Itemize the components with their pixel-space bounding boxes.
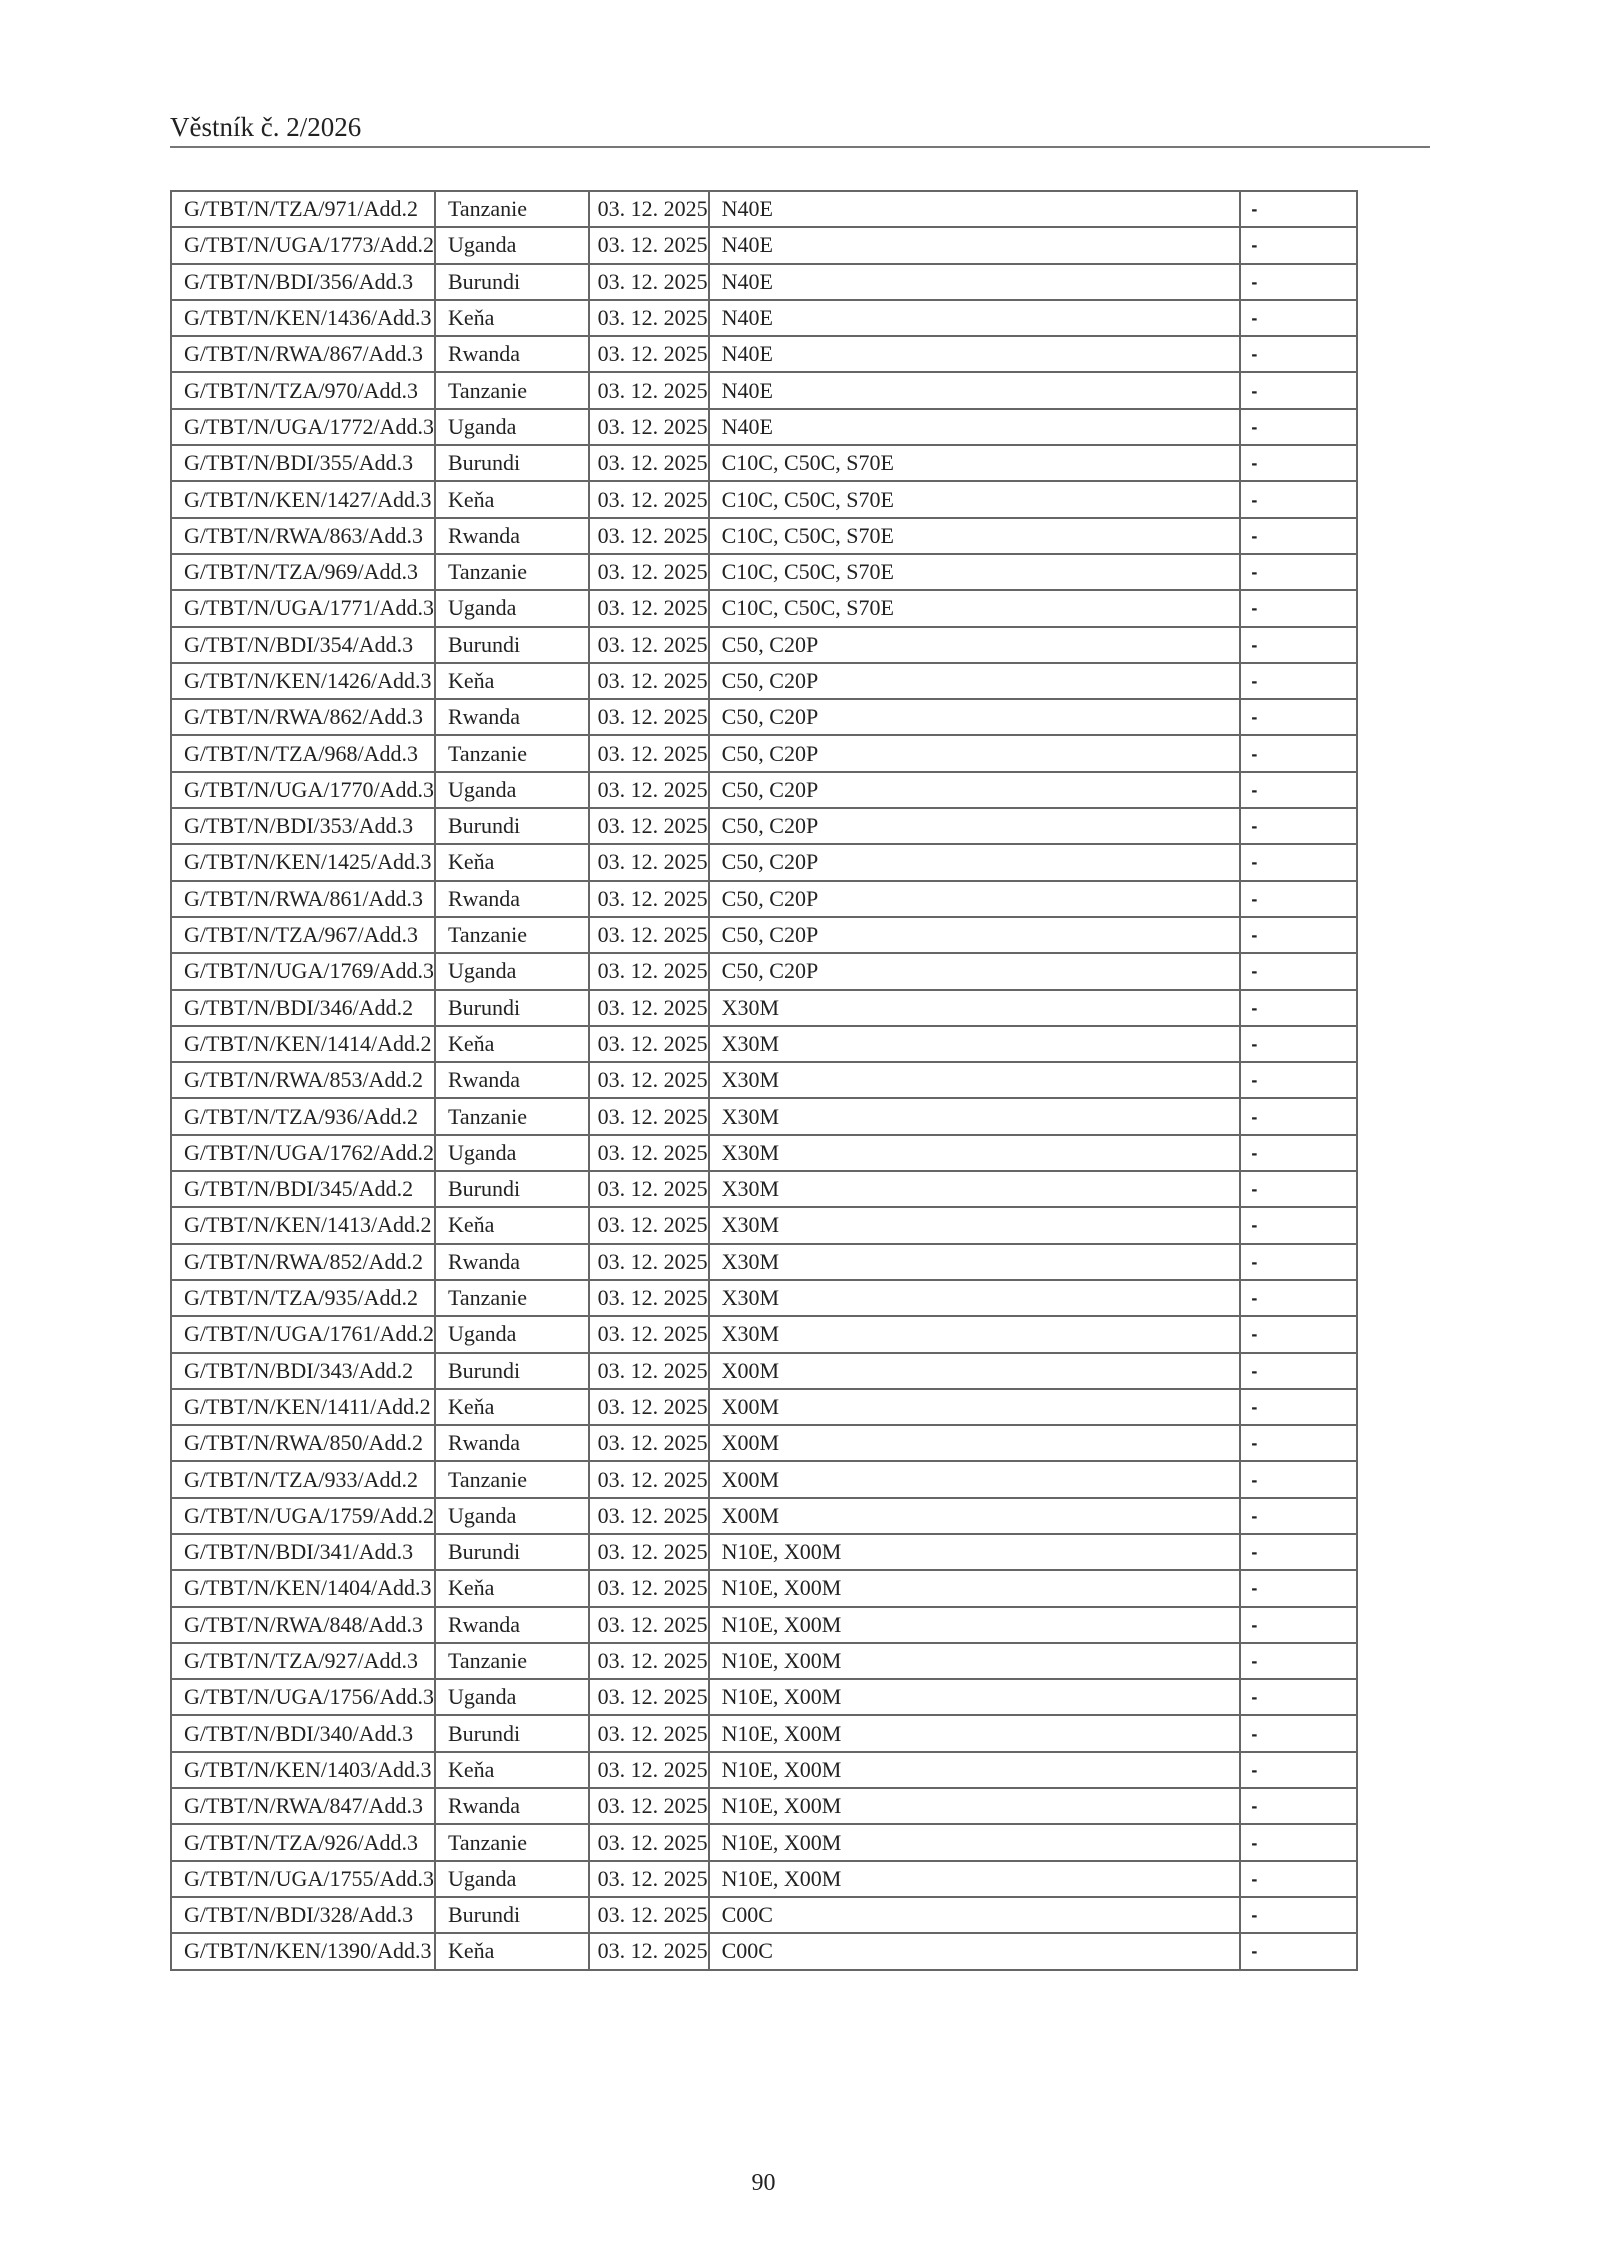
note-cell: - (1240, 1098, 1357, 1134)
country-cell: Burundi (435, 808, 589, 844)
table-row (171, 409, 1357, 445)
table-row (171, 1316, 1357, 1352)
document-symbol-cell: G/TBT/N/TZA/936/Add.2 (171, 1098, 435, 1134)
document-symbol-cell: G/TBT/N/BDI/343/Add.2 (171, 1353, 435, 1389)
code-cell: X30M (709, 1062, 1241, 1098)
document-symbol-cell: G/TBT/N/BDI/356/Add.3 (171, 264, 435, 300)
date-cell: 03. 12. 2025 (589, 1824, 709, 1860)
document-symbol-cell: G/TBT/N/BDI/345/Add.2 (171, 1171, 435, 1207)
code-cell: C50, C20P (709, 844, 1241, 880)
country-cell: Burundi (435, 990, 589, 1026)
code-cell: N10E, X00M (709, 1570, 1241, 1606)
code-cell: X00M (709, 1353, 1241, 1389)
code-cell: C50, C20P (709, 627, 1241, 663)
note-cell: - (1240, 1425, 1357, 1461)
date-cell: 03. 12. 2025 (589, 518, 709, 554)
country-cell: Rwanda (435, 518, 589, 554)
date-cell: 03. 12. 2025 (589, 1933, 709, 1969)
country-cell: Uganda (435, 1861, 589, 1897)
code-cell: C00C (709, 1897, 1241, 1933)
document-symbol-cell: G/TBT/N/TZA/971/Add.2 (171, 191, 435, 227)
note-cell: - (1240, 1933, 1357, 1969)
note-cell: - (1240, 518, 1357, 554)
table-row (171, 300, 1357, 336)
code-cell: C50, C20P (709, 735, 1241, 771)
table-row (171, 1062, 1357, 1098)
note-cell: - (1240, 300, 1357, 336)
document-symbol-cell: G/TBT/N/KEN/1403/Add.3 (171, 1752, 435, 1788)
table-row (171, 1353, 1357, 1389)
note-cell: - (1240, 663, 1357, 699)
code-cell: C50, C20P (709, 953, 1241, 989)
table-row (171, 699, 1357, 735)
country-cell: Burundi (435, 1353, 589, 1389)
table-row (171, 1570, 1357, 1606)
date-cell: 03. 12. 2025 (589, 590, 709, 626)
date-cell: 03. 12. 2025 (589, 627, 709, 663)
table-row (171, 1280, 1357, 1316)
code-cell: N40E (709, 227, 1241, 263)
document-symbol-cell: G/TBT/N/KEN/1413/Add.2 (171, 1207, 435, 1243)
notifications-table (170, 190, 1358, 1971)
country-cell: Keňa (435, 844, 589, 880)
table-row (171, 1461, 1357, 1497)
country-cell: Uganda (435, 1135, 589, 1171)
document-symbol-cell: G/TBT/N/KEN/1404/Add.3 (171, 1570, 435, 1606)
date-cell: 03. 12. 2025 (589, 844, 709, 880)
code-cell: N10E, X00M (709, 1715, 1241, 1751)
table-row (171, 191, 1357, 227)
date-cell: 03. 12. 2025 (589, 300, 709, 336)
code-cell: N40E (709, 264, 1241, 300)
country-cell: Burundi (435, 264, 589, 300)
note-cell: - (1240, 1643, 1357, 1679)
date-cell: 03. 12. 2025 (589, 953, 709, 989)
document-symbol-cell: G/TBT/N/TZA/967/Add.3 (171, 917, 435, 953)
table-row (171, 264, 1357, 300)
country-cell: Uganda (435, 409, 589, 445)
note-cell: - (1240, 1679, 1357, 1715)
country-cell: Tanzanie (435, 1824, 589, 1860)
code-cell: C10C, C50C, S70E (709, 554, 1241, 590)
document-symbol-cell: G/TBT/N/KEN/1426/Add.3 (171, 663, 435, 699)
document-symbol-cell: G/TBT/N/BDI/328/Add.3 (171, 1897, 435, 1933)
code-cell: C50, C20P (709, 663, 1241, 699)
code-cell: C50, C20P (709, 808, 1241, 844)
document-symbol-cell: G/TBT/N/RWA/852/Add.2 (171, 1244, 435, 1280)
note-cell: - (1240, 409, 1357, 445)
country-cell: Rwanda (435, 1244, 589, 1280)
note-cell: - (1240, 699, 1357, 735)
code-cell: C10C, C50C, S70E (709, 481, 1241, 517)
document-symbol-cell: G/TBT/N/TZA/935/Add.2 (171, 1280, 435, 1316)
code-cell: N10E, X00M (709, 1534, 1241, 1570)
note-cell: - (1240, 953, 1357, 989)
country-cell: Tanzanie (435, 735, 589, 771)
date-cell: 03. 12. 2025 (589, 1897, 709, 1933)
code-cell: X30M (709, 1098, 1241, 1134)
document-symbol-cell: G/TBT/N/TZA/927/Add.3 (171, 1643, 435, 1679)
country-cell: Keňa (435, 1933, 589, 1969)
document-symbol-cell: G/TBT/N/RWA/848/Add.3 (171, 1607, 435, 1643)
document-symbol-cell: G/TBT/N/BDI/353/Add.3 (171, 808, 435, 844)
table-row (171, 481, 1357, 517)
code-cell: X30M (709, 1244, 1241, 1280)
date-cell: 03. 12. 2025 (589, 772, 709, 808)
date-cell: 03. 12. 2025 (589, 1353, 709, 1389)
date-cell: 03. 12. 2025 (589, 481, 709, 517)
code-cell: X00M (709, 1461, 1241, 1497)
code-cell: X30M (709, 1171, 1241, 1207)
table-row (171, 663, 1357, 699)
country-cell: Tanzanie (435, 1461, 589, 1497)
note-cell: - (1240, 372, 1357, 408)
code-cell: N40E (709, 409, 1241, 445)
note-cell: - (1240, 1461, 1357, 1497)
table-row (171, 1861, 1357, 1897)
code-cell: N10E, X00M (709, 1679, 1241, 1715)
country-cell: Rwanda (435, 881, 589, 917)
date-cell: 03. 12. 2025 (589, 409, 709, 445)
country-cell: Keňa (435, 1389, 589, 1425)
code-cell: X30M (709, 1207, 1241, 1243)
code-cell: N10E, X00M (709, 1861, 1241, 1897)
date-cell: 03. 12. 2025 (589, 881, 709, 917)
table-row (171, 1933, 1357, 1969)
note-cell: - (1240, 1316, 1357, 1352)
country-cell: Burundi (435, 1534, 589, 1570)
code-cell: N40E (709, 336, 1241, 372)
table-row (171, 1425, 1357, 1461)
table-row (171, 227, 1357, 263)
note-cell: - (1240, 1861, 1357, 1897)
table-row (171, 1135, 1357, 1171)
table-row (171, 1498, 1357, 1534)
date-cell: 03. 12. 2025 (589, 191, 709, 227)
date-cell: 03. 12. 2025 (589, 1389, 709, 1425)
date-cell: 03. 12. 2025 (589, 1171, 709, 1207)
document-symbol-cell: G/TBT/N/RWA/847/Add.3 (171, 1788, 435, 1824)
note-cell: - (1240, 1498, 1357, 1534)
note-cell: - (1240, 844, 1357, 880)
code-cell: N40E (709, 372, 1241, 408)
table-row (171, 1679, 1357, 1715)
country-cell: Uganda (435, 1316, 589, 1352)
country-cell: Keňa (435, 300, 589, 336)
note-cell: - (1240, 1788, 1357, 1824)
country-cell: Keňa (435, 1570, 589, 1606)
table-row (171, 336, 1357, 372)
note-cell: - (1240, 445, 1357, 481)
code-cell: N10E, X00M (709, 1643, 1241, 1679)
country-cell: Uganda (435, 953, 589, 989)
table-row (171, 590, 1357, 626)
table-row (171, 554, 1357, 590)
note-cell: - (1240, 917, 1357, 953)
country-cell: Tanzanie (435, 554, 589, 590)
document-symbol-cell: G/TBT/N/KEN/1425/Add.3 (171, 844, 435, 880)
date-cell: 03. 12. 2025 (589, 1316, 709, 1352)
document-symbol-cell: G/TBT/N/BDI/354/Add.3 (171, 627, 435, 663)
note-cell: - (1240, 1715, 1357, 1751)
date-cell: 03. 12. 2025 (589, 1207, 709, 1243)
country-cell: Rwanda (435, 1062, 589, 1098)
country-cell: Burundi (435, 1171, 589, 1207)
date-cell: 03. 12. 2025 (589, 735, 709, 771)
table-row (171, 1607, 1357, 1643)
code-cell: X00M (709, 1425, 1241, 1461)
note-cell: - (1240, 1534, 1357, 1570)
table-row (171, 1824, 1357, 1860)
document-symbol-cell: G/TBT/N/TZA/933/Add.2 (171, 1461, 435, 1497)
note-cell: - (1240, 1607, 1357, 1643)
table-row (171, 1026, 1357, 1062)
date-cell: 03. 12. 2025 (589, 372, 709, 408)
document-symbol-cell: G/TBT/N/TZA/970/Add.3 (171, 372, 435, 408)
country-cell: Tanzanie (435, 1643, 589, 1679)
table-row (171, 1389, 1357, 1425)
country-cell: Rwanda (435, 699, 589, 735)
document-symbol-cell: G/TBT/N/RWA/853/Add.2 (171, 1062, 435, 1098)
code-cell: C50, C20P (709, 772, 1241, 808)
date-cell: 03. 12. 2025 (589, 1679, 709, 1715)
note-cell: - (1240, 1026, 1357, 1062)
country-cell: Uganda (435, 1679, 589, 1715)
document-symbol-cell: G/TBT/N/BDI/340/Add.3 (171, 1715, 435, 1751)
code-cell: X00M (709, 1389, 1241, 1425)
code-cell: X30M (709, 1280, 1241, 1316)
country-cell: Keňa (435, 663, 589, 699)
note-cell: - (1240, 1824, 1357, 1860)
document-symbol-cell: G/TBT/N/UGA/1771/Add.3 (171, 590, 435, 626)
table-row (171, 844, 1357, 880)
note-cell: - (1240, 1171, 1357, 1207)
note-cell: - (1240, 1062, 1357, 1098)
table-row (171, 990, 1357, 1026)
note-cell: - (1240, 1280, 1357, 1316)
note-cell: - (1240, 191, 1357, 227)
document-symbol-cell: G/TBT/N/RWA/862/Add.3 (171, 699, 435, 735)
table-row (171, 1171, 1357, 1207)
note-cell: - (1240, 1135, 1357, 1171)
document-symbol-cell: G/TBT/N/BDI/346/Add.2 (171, 990, 435, 1026)
code-cell: C10C, C50C, S70E (709, 590, 1241, 626)
document-symbol-cell: G/TBT/N/UGA/1769/Add.3 (171, 953, 435, 989)
code-cell: X00M (709, 1498, 1241, 1534)
note-cell: - (1240, 481, 1357, 517)
date-cell: 03. 12. 2025 (589, 1570, 709, 1606)
date-cell: 03. 12. 2025 (589, 1026, 709, 1062)
table-row (171, 1643, 1357, 1679)
table-row (171, 808, 1357, 844)
document-symbol-cell: G/TBT/N/UGA/1762/Add.2 (171, 1135, 435, 1171)
country-cell: Keňa (435, 1026, 589, 1062)
date-cell: 03. 12. 2025 (589, 1643, 709, 1679)
note-cell: - (1240, 1207, 1357, 1243)
note-cell: - (1240, 336, 1357, 372)
country-cell: Rwanda (435, 1788, 589, 1824)
table-row (171, 1534, 1357, 1570)
document-symbol-cell: G/TBT/N/KEN/1414/Add.2 (171, 1026, 435, 1062)
document-symbol-cell: G/TBT/N/UGA/1761/Add.2 (171, 1316, 435, 1352)
date-cell: 03. 12. 2025 (589, 1425, 709, 1461)
date-cell: 03. 12. 2025 (589, 1715, 709, 1751)
note-cell: - (1240, 590, 1357, 626)
document-symbol-cell: G/TBT/N/RWA/863/Add.3 (171, 518, 435, 554)
code-cell: C50, C20P (709, 699, 1241, 735)
note-cell: - (1240, 1897, 1357, 1933)
date-cell: 03. 12. 2025 (589, 1534, 709, 1570)
document-symbol-cell: G/TBT/N/BDI/341/Add.3 (171, 1534, 435, 1570)
country-cell: Keňa (435, 1207, 589, 1243)
code-cell: C10C, C50C, S70E (709, 445, 1241, 481)
code-cell: C50, C20P (709, 917, 1241, 953)
country-cell: Tanzanie (435, 191, 589, 227)
date-cell: 03. 12. 2025 (589, 1062, 709, 1098)
note-cell: - (1240, 554, 1357, 590)
table-row (171, 1098, 1357, 1134)
note-cell: - (1240, 990, 1357, 1026)
table-row (171, 1207, 1357, 1243)
date-cell: 03. 12. 2025 (589, 990, 709, 1026)
country-cell: Uganda (435, 227, 589, 263)
country-cell: Burundi (435, 1715, 589, 1751)
code-cell: X30M (709, 1026, 1241, 1062)
date-cell: 03. 12. 2025 (589, 445, 709, 481)
country-cell: Tanzanie (435, 917, 589, 953)
code-cell: N40E (709, 300, 1241, 336)
date-cell: 03. 12. 2025 (589, 1607, 709, 1643)
country-cell: Burundi (435, 445, 589, 481)
date-cell: 03. 12. 2025 (589, 1098, 709, 1134)
country-cell: Uganda (435, 1498, 589, 1534)
date-cell: 03. 12. 2025 (589, 663, 709, 699)
date-cell: 03. 12. 2025 (589, 264, 709, 300)
document-symbol-cell: G/TBT/N/UGA/1756/Add.3 (171, 1679, 435, 1715)
note-cell: - (1240, 1389, 1357, 1425)
country-cell: Rwanda (435, 1607, 589, 1643)
document-symbol-cell: G/TBT/N/BDI/355/Add.3 (171, 445, 435, 481)
note-cell: - (1240, 881, 1357, 917)
date-cell: 03. 12. 2025 (589, 1498, 709, 1534)
date-cell: 03. 12. 2025 (589, 554, 709, 590)
code-cell: C00C (709, 1933, 1241, 1969)
table-row (171, 953, 1357, 989)
note-cell: - (1240, 808, 1357, 844)
document-symbol-cell: G/TBT/N/UGA/1772/Add.3 (171, 409, 435, 445)
table-row (171, 1752, 1357, 1788)
document-symbol-cell: G/TBT/N/KEN/1411/Add.2 (171, 1389, 435, 1425)
date-cell: 03. 12. 2025 (589, 1244, 709, 1280)
country-cell: Tanzanie (435, 372, 589, 408)
country-cell: Uganda (435, 590, 589, 626)
country-cell: Uganda (435, 772, 589, 808)
document-symbol-cell: G/TBT/N/TZA/969/Add.3 (171, 554, 435, 590)
code-cell: X30M (709, 1316, 1241, 1352)
date-cell: 03. 12. 2025 (589, 1461, 709, 1497)
code-cell: N10E, X00M (709, 1824, 1241, 1860)
country-cell: Rwanda (435, 1425, 589, 1461)
page-number: 90 (751, 2170, 776, 2196)
table-row (171, 1897, 1357, 1933)
code-cell: C50, C20P (709, 881, 1241, 917)
table-row (171, 772, 1357, 808)
note-cell: - (1240, 627, 1357, 663)
country-cell: Keňa (435, 1752, 589, 1788)
date-cell: 03. 12. 2025 (589, 1280, 709, 1316)
table-row (171, 1788, 1357, 1824)
code-cell: N10E, X00M (709, 1752, 1241, 1788)
note-cell: - (1240, 1570, 1357, 1606)
document-symbol-cell: G/TBT/N/TZA/968/Add.3 (171, 735, 435, 771)
note-cell: - (1240, 264, 1357, 300)
document-symbol-cell: G/TBT/N/KEN/1390/Add.3 (171, 1933, 435, 1969)
table-row (171, 518, 1357, 554)
note-cell: - (1240, 735, 1357, 771)
country-cell: Burundi (435, 627, 589, 663)
table-row (171, 1715, 1357, 1751)
country-cell: Tanzanie (435, 1280, 589, 1316)
code-cell: X30M (709, 990, 1241, 1026)
code-cell: X30M (709, 1135, 1241, 1171)
document-symbol-cell: G/TBT/N/UGA/1759/Add.2 (171, 1498, 435, 1534)
document-symbol-cell: G/TBT/N/KEN/1427/Add.3 (171, 481, 435, 517)
note-cell: - (1240, 1353, 1357, 1389)
table-row (171, 627, 1357, 663)
code-cell: N40E (709, 191, 1241, 227)
date-cell: 03. 12. 2025 (589, 1861, 709, 1897)
note-cell: - (1240, 1244, 1357, 1280)
date-cell: 03. 12. 2025 (589, 917, 709, 953)
document-symbol-cell: G/TBT/N/RWA/861/Add.3 (171, 881, 435, 917)
date-cell: 03. 12. 2025 (589, 808, 709, 844)
document-symbol-cell: G/TBT/N/TZA/926/Add.3 (171, 1824, 435, 1860)
document-symbol-cell: G/TBT/N/RWA/867/Add.3 (171, 336, 435, 372)
country-cell: Burundi (435, 1897, 589, 1933)
date-cell: 03. 12. 2025 (589, 699, 709, 735)
code-cell: N10E, X00M (709, 1788, 1241, 1824)
table-row (171, 881, 1357, 917)
note-cell: - (1240, 772, 1357, 808)
document-symbol-cell: G/TBT/N/UGA/1755/Add.3 (171, 1861, 435, 1897)
code-cell: C10C, C50C, S70E (709, 518, 1241, 554)
table-row (171, 445, 1357, 481)
date-cell: 03. 12. 2025 (589, 1135, 709, 1171)
table-row (171, 372, 1357, 408)
table-row (171, 917, 1357, 953)
date-cell: 03. 12. 2025 (589, 1752, 709, 1788)
note-cell: - (1240, 1752, 1357, 1788)
date-cell: 03. 12. 2025 (589, 1788, 709, 1824)
running-header: Věstník č. 2/2026 (170, 112, 362, 142)
date-cell: 03. 12. 2025 (589, 336, 709, 372)
document-symbol-cell: G/TBT/N/RWA/850/Add.2 (171, 1425, 435, 1461)
note-cell: - (1240, 227, 1357, 263)
table-row (171, 1244, 1357, 1280)
country-cell: Keňa (435, 481, 589, 517)
document-symbol-cell: G/TBT/N/UGA/1770/Add.3 (171, 772, 435, 808)
document-symbol-cell: G/TBT/N/KEN/1436/Add.3 (171, 300, 435, 336)
table-row (171, 735, 1357, 771)
header-divider (170, 146, 1430, 148)
code-cell: N10E, X00M (709, 1607, 1241, 1643)
country-cell: Tanzanie (435, 1098, 589, 1134)
country-cell: Rwanda (435, 336, 589, 372)
date-cell: 03. 12. 2025 (589, 227, 709, 263)
document-symbol-cell: G/TBT/N/UGA/1773/Add.2 (171, 227, 435, 263)
